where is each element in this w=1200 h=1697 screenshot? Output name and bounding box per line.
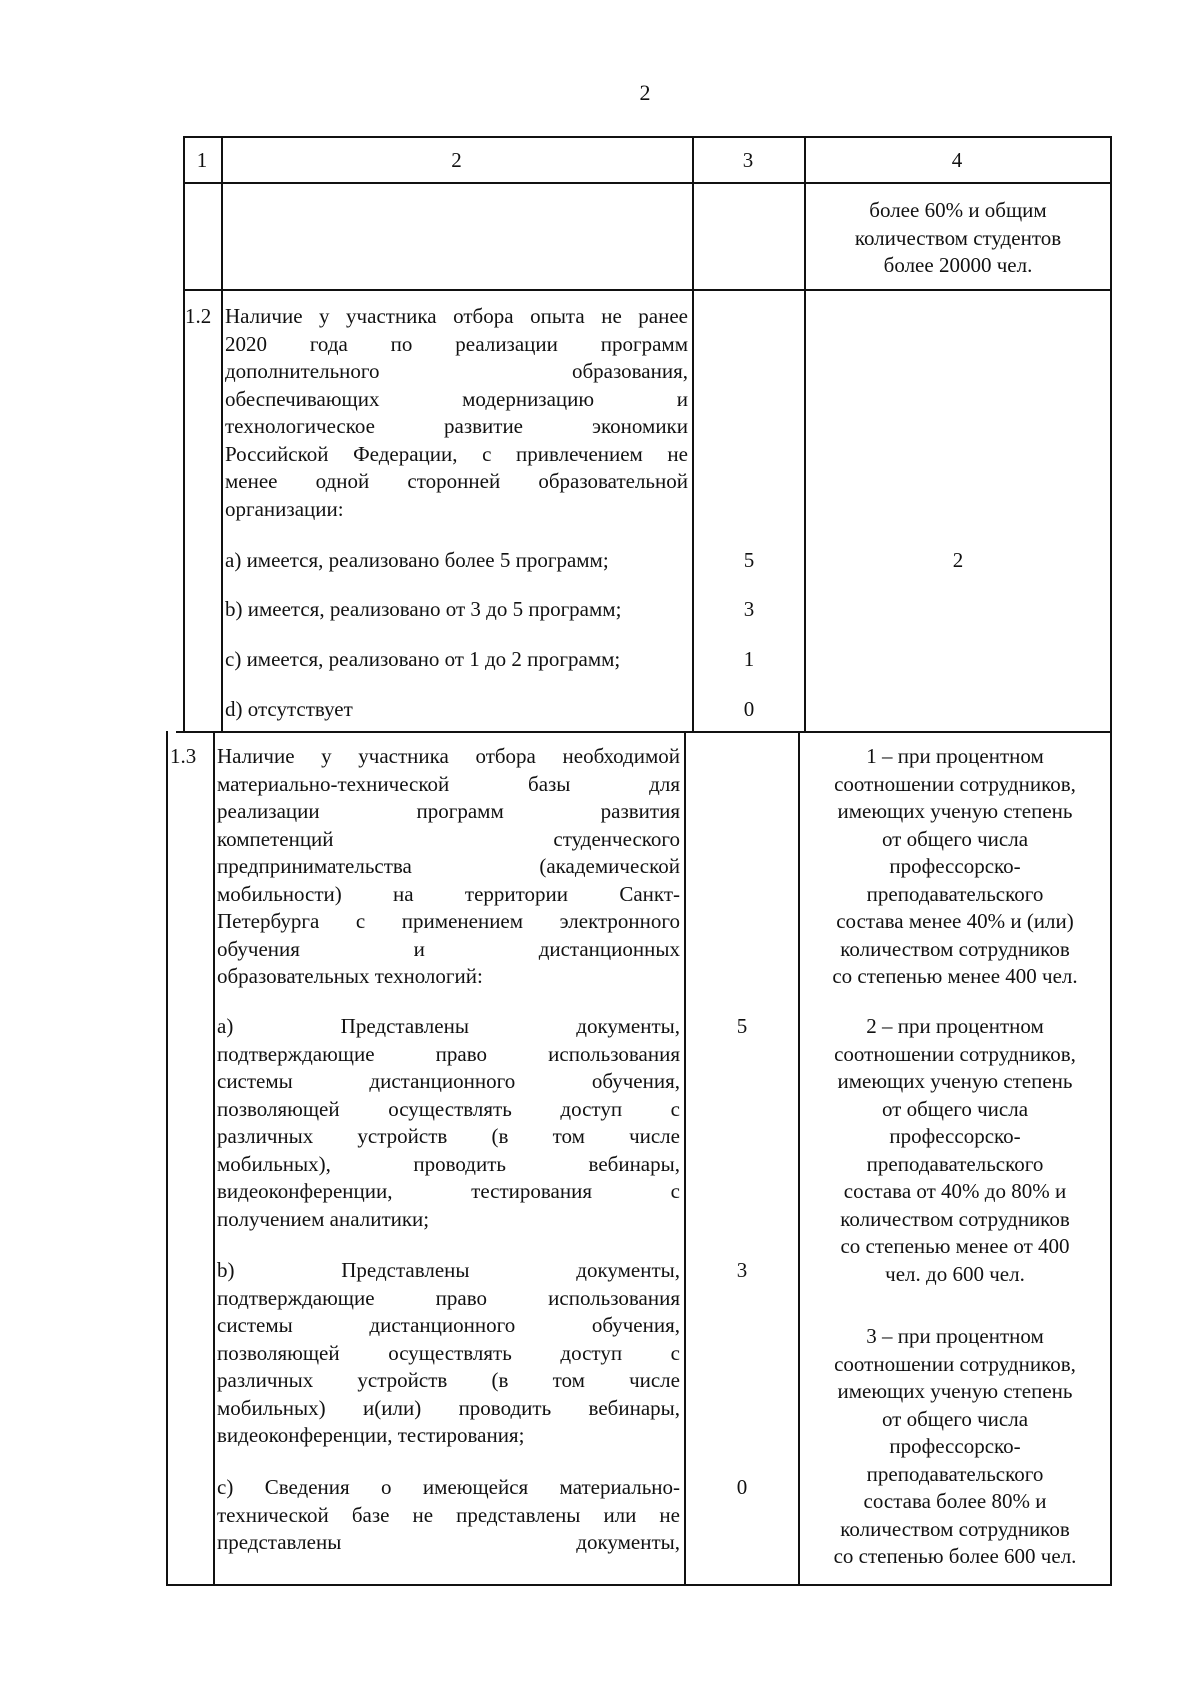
row-divider-2 [176,731,1110,733]
text-line: материально-технической базы для [217,771,680,796]
text-line: более 60% и общим [869,198,1047,222]
text-line: более 20000 чел. [883,253,1033,277]
table-border-left [183,136,185,732]
row-1-2-description [225,303,688,523]
text-line: 1 – при процентном [866,744,1044,768]
text-line: от общего числа [881,826,1029,851]
text-line: со степенью менее от 400 [840,1234,1070,1258]
col-divider-2 [692,136,694,732]
text-line: дополнительного образования, [225,359,688,383]
header-divider [183,182,1112,184]
text-line: видеоконференции, тестирования с [217,1179,680,1203]
row-1-2-score-a: 5 [743,548,755,572]
row-1-3-score-a: 5 [736,1014,748,1038]
text-line: состава менее 40% и (или) [836,909,1074,933]
row-1-2-score-c: 1 [743,647,755,671]
text-line: системы дистанционного обучения, [217,1313,680,1337]
text-line: реализации программ развития [217,799,680,823]
row-1-3-score-b: 3 [736,1258,748,1282]
text-line: мобильности) на территории Санкт- [217,881,680,906]
text-line: профессорско- [889,854,1021,878]
text-line: мобильных), проводить вебинары, [217,1151,680,1176]
text-line: от общего числа [881,1096,1029,1121]
text-line: преподавательского [866,881,1044,906]
text-line: профессорско- [889,1434,1021,1458]
header-col-3: 3 [742,148,754,172]
text-line: обеспечивающих модернизацию и [225,386,688,411]
text-line: различных устройств (в том числе [217,1368,680,1392]
text-line: менее одной сторонней образовательной [225,469,688,493]
row-1-2-option-c: c) имеется, реализовано от 1 до 2 программ; [225,647,621,671]
text-line: соотношении сотрудников, [834,1041,1076,1066]
text-line: профессорско- [889,1124,1021,1148]
row-1-2-score-b: 3 [743,597,755,621]
header-col-2: 2 [451,148,462,172]
text-line: имеющих ученую степень [837,799,1073,823]
text-line: a) Представлены документы, [217,1014,680,1038]
text-line: состава от 40% до 80% и [843,1179,1067,1203]
text-line: технологическое развитие экономики [225,414,688,438]
text-line: чел. до 600 чел. [885,1261,1025,1286]
text-line: технической базе не представлены или не [217,1502,680,1527]
continued-criterion-text [808,197,1108,280]
text-line: подтверждающие право использования [217,1285,680,1310]
row-1-3-option-a [217,1013,680,1233]
row-1-3-weight-level-3 [802,1323,1108,1571]
text-line: b) Представлены документы, [217,1258,680,1282]
col-divider-2-lower [684,731,686,1586]
text-line: получением аналитики; [217,1206,430,1231]
text-line: количеством сотрудников [840,1516,1070,1541]
text-line: позволяющей осуществлять доступ с [217,1096,680,1121]
text-line: 3 – при процентном [866,1324,1044,1348]
text-line: организации: [225,496,344,521]
row-1-2-number: 1.2 [185,304,212,328]
text-line: количеством сотрудников [840,936,1070,961]
row-1-3-option-c [217,1474,680,1557]
text-line: преподавательского [866,1461,1044,1486]
text-line: c) Сведения о имеющейся материально- [217,1475,680,1499]
text-line: со степенью более 600 чел. [833,1544,1077,1568]
row-1-2-option-d: d) отсутствует [225,697,353,721]
table-border-top [183,136,1112,138]
row-1-3-weight-level-2 [802,1013,1108,1288]
row-1-2-option-b: b) имеется, реализовано от 3 до 5 программ; [225,597,622,621]
table-border-bottom [166,1584,1110,1586]
text-line: Петербурга с применением электронного [217,909,680,933]
col-divider-1 [221,136,223,732]
row-1-3-weight-level-1 [802,743,1108,991]
text-line: обучения и дистанционных [217,936,680,961]
text-line: имеющих ученую степень [837,1069,1073,1093]
text-line: Наличие у участника отбора опыта не ранее [225,304,688,328]
text-line: 2020 года по реализации программ [225,331,688,356]
row-1-3-number: 1.3 [170,744,197,768]
text-line: различных устройств (в том числе [217,1124,680,1148]
text-line: соотношении сотрудников, [834,1351,1076,1376]
text-line: позволяющей осуществлять доступ с [217,1340,680,1365]
text-line: представлены документы, [217,1530,680,1554]
text-line: от общего числа [881,1406,1029,1431]
text-line: компетенций студенческого [217,826,680,851]
text-line: видеоконференции, тестирования; [217,1423,525,1447]
header-col-1: 1 [196,148,208,172]
text-line: количеством сотрудников [840,1206,1070,1231]
text-line: предпринимательства (академической [217,854,680,878]
col-divider-3 [804,136,806,732]
row-1-2-option-a: a) имеется, реализовано более 5 программ; [225,548,609,572]
row-1-3-option-b [217,1257,680,1450]
table-border-right [1110,136,1112,1586]
text-line: подтверждающие право использования [217,1041,680,1066]
text-line: Российской Федерации, с привлечением не [225,441,688,466]
text-line: Наличие у участника отбора необходимой [217,744,680,768]
text-line: соотношении сотрудников, [834,771,1076,796]
row-1-2-weight: 2 [952,548,964,572]
row-1-2-score-d: 0 [743,697,755,721]
header-col-4: 4 [951,148,963,172]
table-border-left-lower [166,731,168,1586]
text-line: преподавательского [866,1151,1044,1176]
page-number: 2 [639,80,651,105]
text-line: количеством студентов [854,225,1062,250]
col-divider-1-lower [213,731,215,1586]
text-line: со степенью менее 400 чел. [832,964,1078,988]
text-line: 2 – при процентном [866,1014,1044,1038]
text-line: имеющих ученую степень [837,1379,1073,1403]
row-1-3-description [217,743,680,991]
text-line: состава более 80% и [863,1489,1047,1513]
text-line: мобильных) и(или) проводить вебинары, [217,1395,680,1420]
row-divider-1 [183,289,1112,291]
row-1-3-score-c: 0 [736,1475,748,1499]
text-line: системы дистанционного обучения, [217,1069,680,1093]
col-divider-3-lower [798,731,800,1586]
text-line: образовательных технологий: [217,964,483,988]
